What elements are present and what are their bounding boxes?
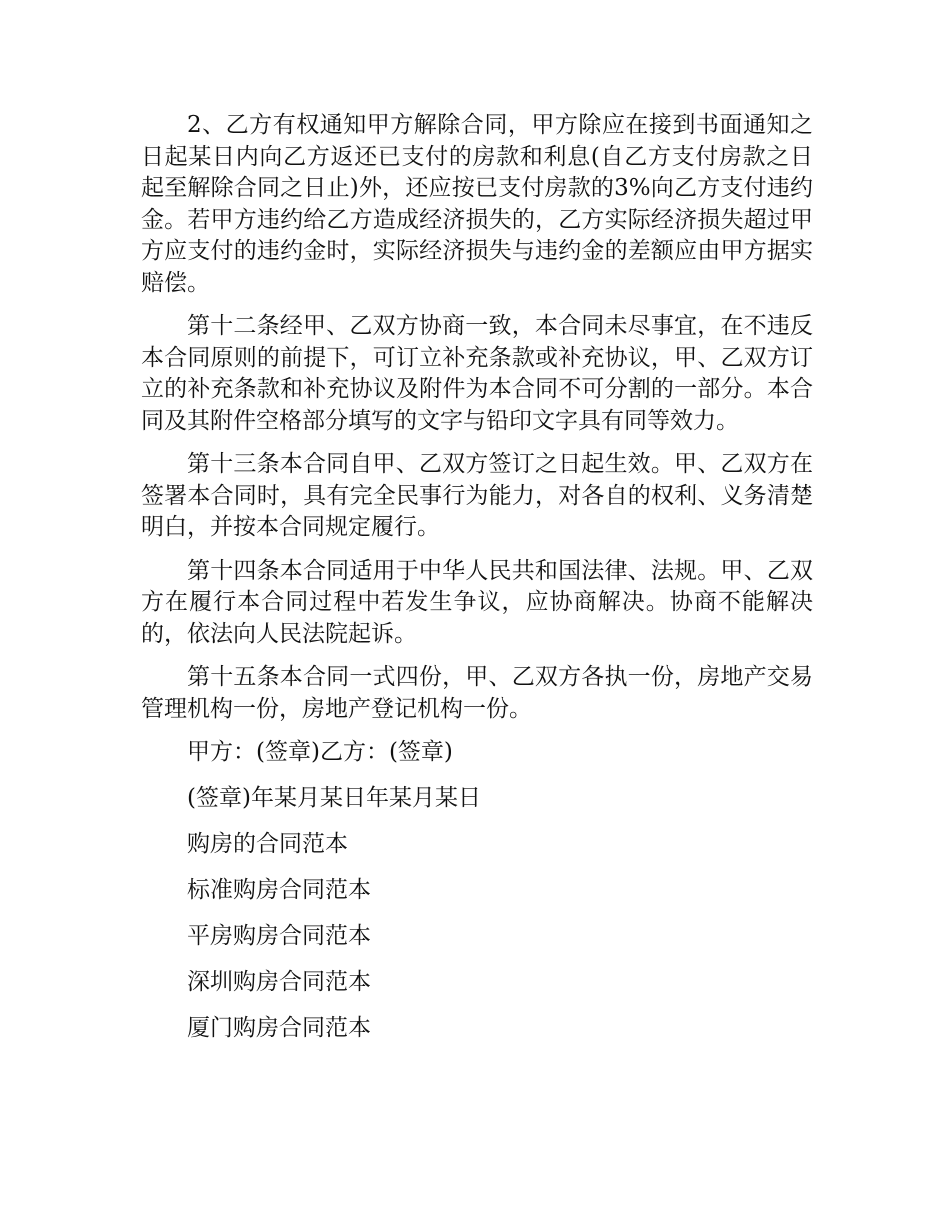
paragraph-termination-clause: 2、乙方有权通知甲方解除合同，甲方除应在接到书面通知之日起某日内向乙方返还已支付的房款和利息(自乙方支付房款之日起至解除合同之日止)外，还应按已支付房款的3%向乙方支付违约金。若甲方违约给乙方造成经济损失的，乙方实际经济损失超过甲方应支付的违约金时，实际经济损失与违约金的差额应由甲方据实赔偿。 xyxy=(141,112,813,296)
related-title: 深圳购房合同范本 xyxy=(187,969,371,995)
related-title: 购房的合同范本 xyxy=(187,831,348,857)
paragraph-article-14: 第十四条本合同适用于中华人民共和国法律、法规。甲、乙双方在履行本合同过程中若发生争议，应协商解决。协商不能解决的，依法向人民法院起诉。 xyxy=(141,557,813,647)
related-title: 厦门购房合同范本 xyxy=(187,1015,371,1041)
paragraph-article-12: 第十二条经甲、乙双方协商一致，本合同未尽事宜，在不违反本合同原则的前提下，可订立补充条款或补充协议，甲、乙双方订立的补充条款和补充协议及附件为本合同不可分割的一部分。本合同及其附件空格部分填写的文字与铅印文字具有同等效力。 xyxy=(141,313,813,434)
related-title: 标准购房合同范本 xyxy=(187,877,371,903)
paragraph-article-15: 第十五条本合同一式四份，甲、乙双方各执一份，房地产交易管理机构一份，房地产登记机构一份。 xyxy=(141,664,813,722)
paragraph-article-13: 第十三条本合同自甲、乙双方签订之日起生效。甲、乙双方在签署本合同时，具有完全民事行为能力，对各自的权利、义务清楚明白，并按本合同规定履行。 xyxy=(141,451,813,540)
date-line: (签章)年某月某日年某月某日 xyxy=(187,785,481,811)
signature-line: 甲方：(签章)乙方：(签章) xyxy=(187,739,453,765)
document-body xyxy=(141,110,813,1059)
related-title: 平房购房合同范本 xyxy=(187,923,371,949)
